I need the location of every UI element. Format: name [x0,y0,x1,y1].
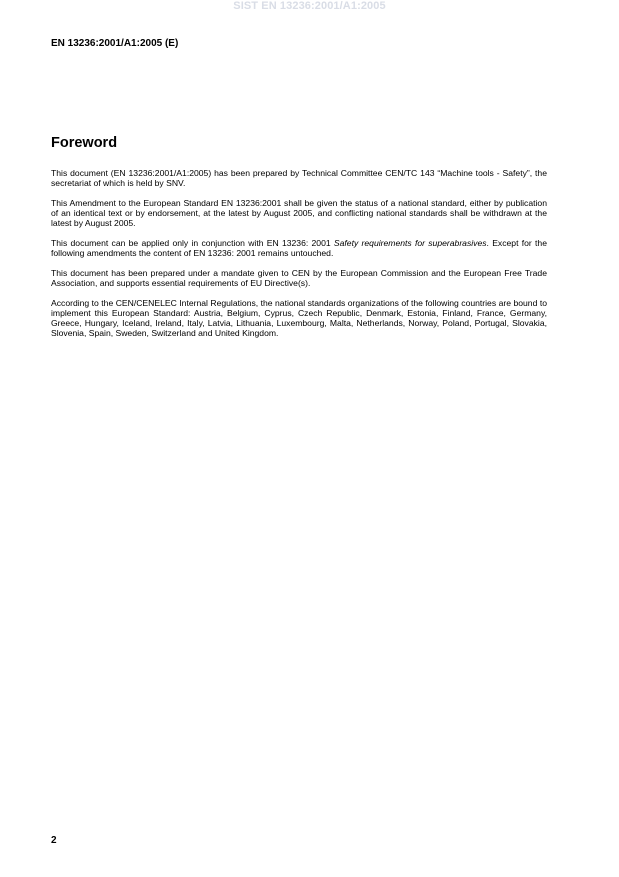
paragraph-regulations: According to the CEN/CENELEC Internal Regulations, the national standards organizations of the following countries are bound to implement this European Standard: Austria, Belgium, Cyprus, Czech Republic, Denmark, Estonia, Finland, France, Germany, Greece, Hungary, Iceland, Ireland, Italy, Latvia, Lithuania, Luxembourg, Malta, Netherlands, Norway, Poland, Portugal, Slovakia, Slovenia, Spain, Sweden, Switzerland and United Kingdom. [51,298,547,338]
watermark: SIST EN 13236:2001/A1:2005 [233,0,386,12]
paragraph-conjunction-end: . Except for the following amendments the content of EN 13236: 2001 remains untouched. [51,238,547,258]
page-number: 2 [51,835,57,846]
document-id-header: EN 13236:2001/A1:2005 (E) [51,38,179,49]
paragraph-mandate: This document has been prepared under a mandate given to CEN by the European Commission and the European Free Trade Association, and supports essential requirements of EU Directive(s). [51,268,547,288]
paragraph-conjunction [51,238,547,258]
foreword-heading: Foreword [51,135,118,151]
paragraph-national-status: This Amendment to the European Standard EN 13236:2001 shall be given the status of a national standard, either by publication of an identical text or by endorsement, at the latest by August 2005, and conflicting national standards shall be withdrawn at the latest by August 2005. [51,198,547,228]
standard-title-italic: Safety requirements for superabrasives [333,238,487,248]
paragraph-prepared-by: This document (EN 13236:2001/A1:2005) has been prepared by Technical Committee CEN/TC 143 “Machine tools - Safety”, the secretariat of which is held by SNV. [51,168,547,188]
paragraph-conjunction-start: This document can be applied only in conjunction with EN 13236: 2001 [51,238,334,248]
foreword-body [51,168,547,348]
